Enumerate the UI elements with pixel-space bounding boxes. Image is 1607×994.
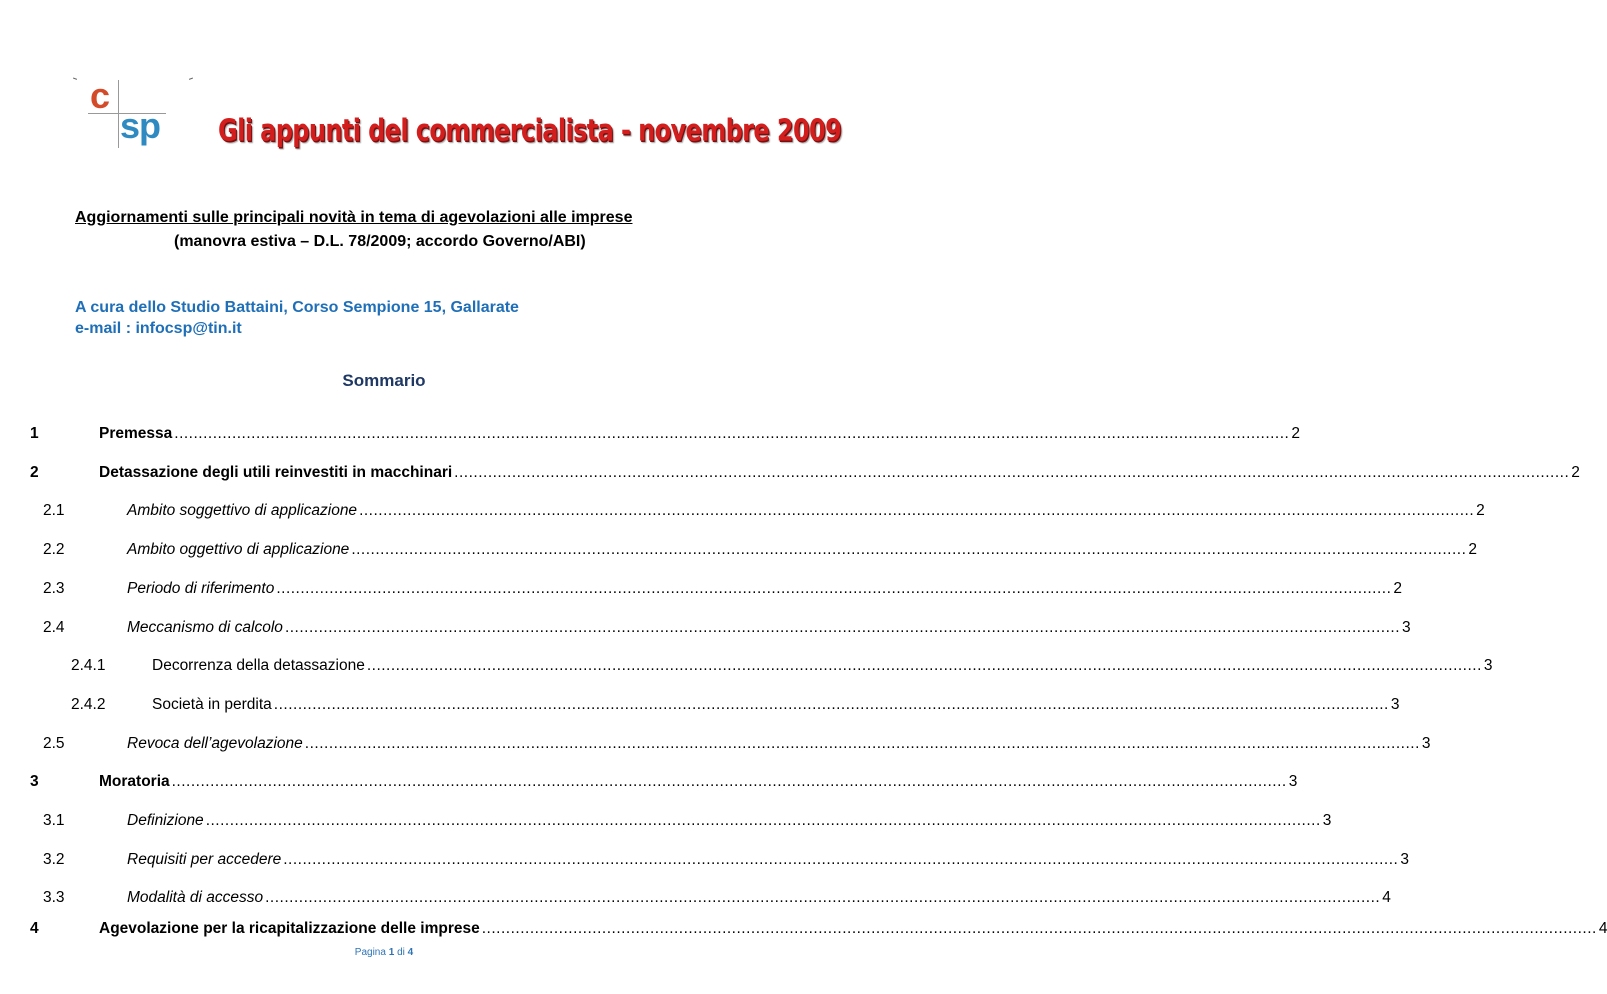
toc-entry-line <box>99 425 1300 443</box>
toc-leader-dots <box>454 464 1569 482</box>
toc-entry-title: Meccanismo di calcolo <box>127 619 283 636</box>
toc-entry[interactable] <box>0 735 1431 757</box>
toc-entry-number: 3.2 <box>43 851 65 868</box>
toc-entry-number: 2.3 <box>43 580 65 597</box>
toc-entry-page: 3 <box>1288 773 1298 790</box>
logo-mark <box>71 78 77 86</box>
toc-entry-line <box>152 657 1493 675</box>
toc-leader-dots <box>283 851 1398 869</box>
toc-entry-title: Società in perdita <box>152 696 272 713</box>
toc-entry-page: 4 <box>1598 920 1607 937</box>
toc-entry-page: 3 <box>1483 657 1493 674</box>
toc-entry-page: 2 <box>1571 464 1580 481</box>
toc-leader-dots <box>305 735 1420 753</box>
toc-entry-page: 2 <box>1468 541 1478 558</box>
toc-leader-dots <box>206 812 1321 830</box>
banner-title: Gli appunti del commercialista - novembre 2009 <box>218 113 842 148</box>
toc-entry-number: 4 <box>30 920 39 937</box>
logo-mark <box>189 78 195 86</box>
toc-entry-number: 2.1 <box>43 502 65 519</box>
toc-entry-line <box>127 812 1332 830</box>
toc-entry-title: Ambito oggettivo di applicazione <box>127 541 350 558</box>
toc-entry-title: Moratoria <box>99 773 170 790</box>
toc-entry-line <box>99 464 1580 482</box>
document-subtitle: (manovra estiva – D.L. 78/2009; accordo Governo/ABI) <box>174 233 586 250</box>
page-footer <box>0 947 768 958</box>
toc-entry-page: 2 <box>1291 425 1300 442</box>
toc-entry-line <box>127 851 1409 869</box>
logo-divider <box>118 80 119 148</box>
toc-leader-dots <box>265 889 1380 907</box>
toc-leader-dots <box>174 425 1289 443</box>
toc-entry-title: Periodo di riferimento <box>127 580 275 597</box>
toc-entry-line <box>127 735 1431 753</box>
toc-entry-title: Ambito soggettivo di applicazione <box>127 502 358 519</box>
footer-current-page: 1 <box>388 947 395 958</box>
toc-leader-dots <box>274 696 1389 714</box>
toc-entry[interactable] <box>0 851 1409 873</box>
toc-entry-number: 2.2 <box>43 541 65 558</box>
toc-entry-title: Decorrenza della detassazione <box>152 657 365 674</box>
toc-leader-dots <box>367 657 1482 675</box>
toc-entry[interactable] <box>0 619 1411 641</box>
toc-entry-line <box>127 580 1403 598</box>
footer-total-pages: 4 <box>407 947 414 958</box>
logo-letters-sp: sp <box>120 105 161 146</box>
toc-entry-page: 3 <box>1322 812 1332 829</box>
toc-leader-dots <box>172 773 1287 791</box>
toc-entry-title: Definizione <box>127 812 204 829</box>
toc-entry[interactable] <box>0 541 1478 563</box>
toc-entry-title: Premessa <box>99 425 173 442</box>
toc-entry[interactable] <box>0 425 1300 447</box>
toc-entry-title: Requisiti per accedere <box>127 851 282 868</box>
toc-entry-number: 1 <box>30 425 39 442</box>
toc-entry-line <box>152 696 1400 714</box>
toc-entry[interactable] <box>0 464 1580 486</box>
toc-entry-number: 2 <box>30 464 39 481</box>
toc-leader-dots <box>276 580 1391 598</box>
footer-sep: di <box>397 947 405 958</box>
toc-entry-line <box>127 619 1411 637</box>
toc-entry-page: 4 <box>1382 889 1391 906</box>
toc-entry-page: 3 <box>1390 696 1400 713</box>
document-title: Aggiornamenti sulle principali novità in tema di agevolazioni alle imprese <box>75 209 633 226</box>
toc-entry-line <box>99 773 1298 791</box>
toc-heading: Sommario <box>342 371 426 390</box>
csp-logo <box>72 75 194 150</box>
logo-letter-c: c <box>90 75 111 116</box>
toc-entry-number: 2.5 <box>43 735 65 752</box>
author-line: A cura dello Studio Battaini, Corso Sempione 15, Gallarate <box>75 299 519 316</box>
toc-entry-line <box>99 920 1607 938</box>
toc-entry[interactable] <box>0 502 1485 524</box>
toc-entry-line <box>127 889 1391 907</box>
toc-entry-number: 2.4.2 <box>71 696 106 713</box>
toc-entry[interactable] <box>0 773 1298 795</box>
toc-entry-title: Detassazione degli utili reinvestiti in macchinari <box>99 464 453 481</box>
toc-leader-dots <box>351 541 1466 559</box>
toc-entry-page: 3 <box>1400 851 1409 868</box>
toc-entry[interactable] <box>0 920 1607 942</box>
toc-leader-dots <box>285 619 1400 637</box>
toc-entry-line <box>127 502 1485 520</box>
toc-entry-number: 3.1 <box>43 812 65 829</box>
toc-entry-number: 2.4 <box>43 619 65 636</box>
toc-entry-number: 3 <box>30 773 39 790</box>
toc-entry-number: 2.4.1 <box>71 657 106 674</box>
toc-entry-title: Revoca dell’agevolazione <box>127 735 303 752</box>
toc-entry-title: Agevolazione per la ricapitalizzazione delle imprese <box>99 920 480 937</box>
toc-entry[interactable] <box>0 580 1403 602</box>
toc-entry-line <box>127 541 1478 559</box>
toc-entry[interactable] <box>0 812 1332 834</box>
toc-leader-dots <box>359 502 1474 520</box>
email-line: e-mail : infocsp@tin.it <box>75 320 242 337</box>
toc-leader-dots <box>482 920 1597 938</box>
toc-entry-page: 2 <box>1476 502 1485 519</box>
toc-entry-title: Modalità di accesso <box>127 889 264 906</box>
footer-prefix: Pagina <box>354 947 386 958</box>
toc-entry-page: 2 <box>1393 580 1403 597</box>
toc-entry[interactable] <box>0 657 1493 679</box>
toc-entry-page: 3 <box>1402 619 1411 636</box>
toc-entry-number: 3.3 <box>43 889 65 906</box>
toc-entry[interactable] <box>0 696 1400 718</box>
toc-entry[interactable] <box>0 889 1391 911</box>
toc-entry-page: 3 <box>1421 735 1431 752</box>
